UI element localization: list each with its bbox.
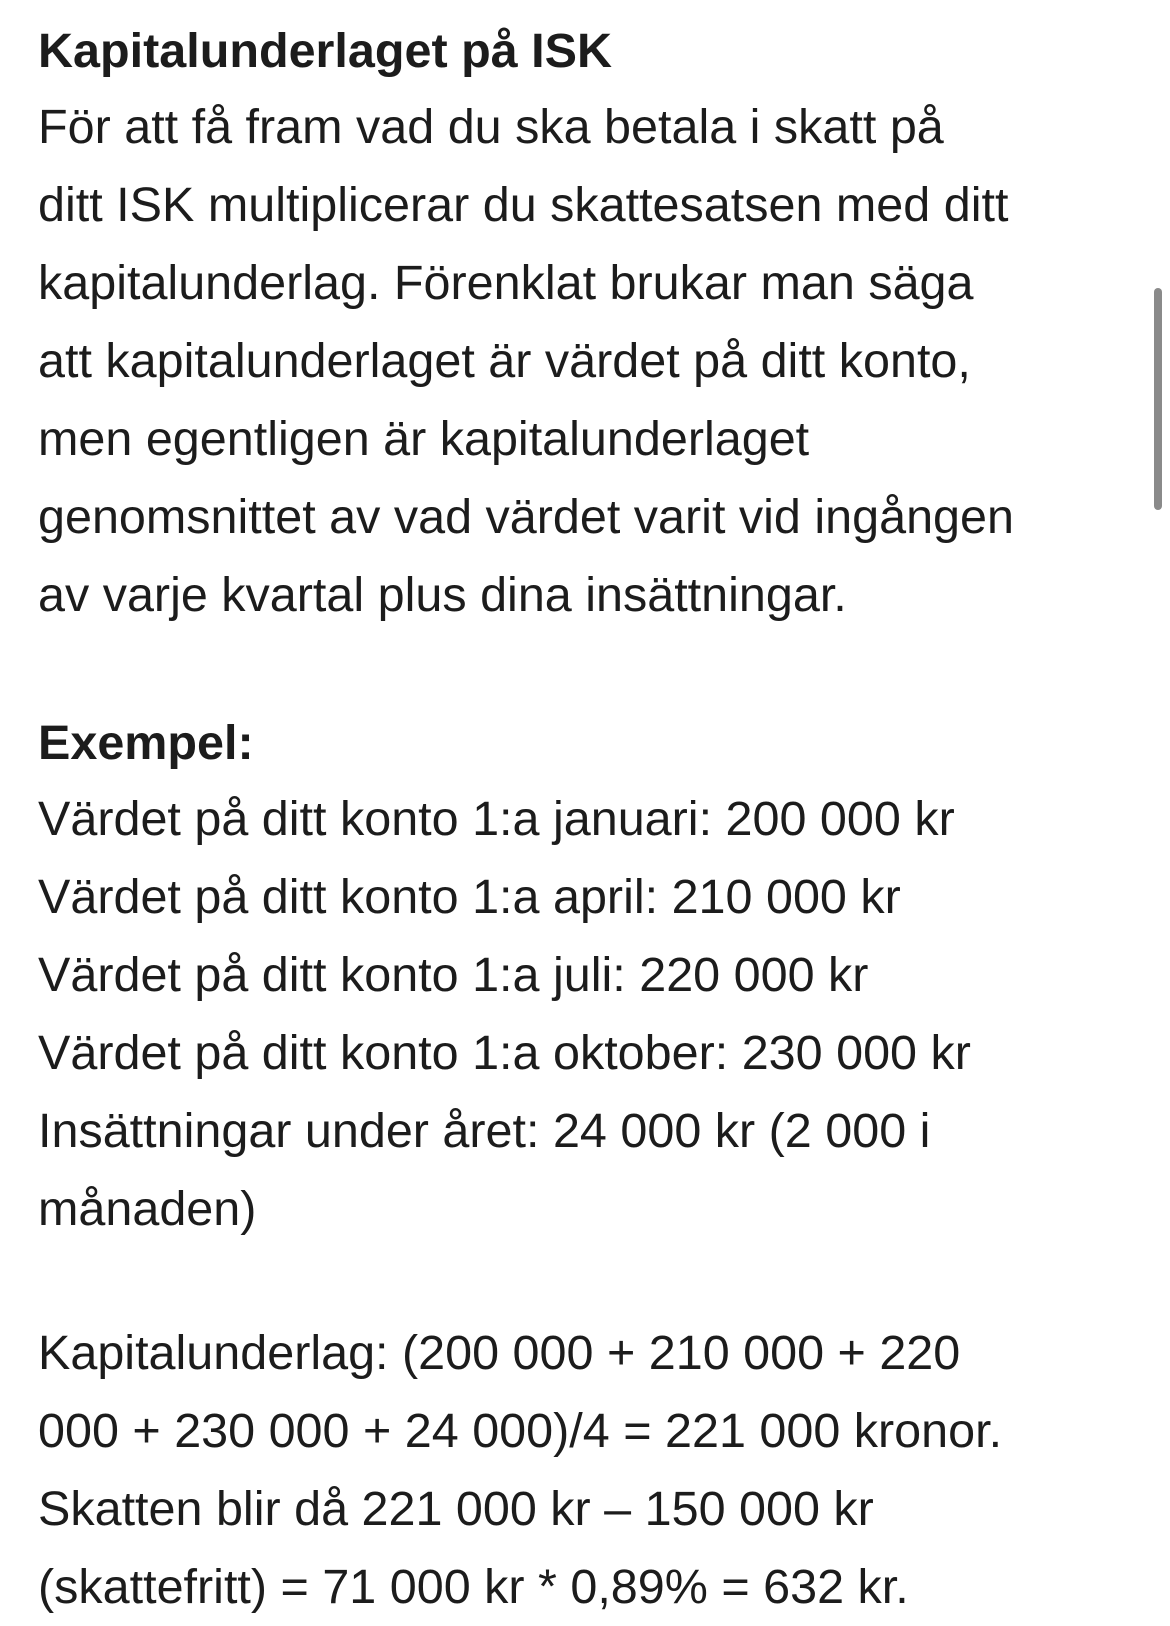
article-content xyxy=(38,14,1138,1626)
example-item: Insättningar under året: 24 000 kr (2 000 i xyxy=(38,1104,931,1158)
paragraph-line: För att få fram vad du ska betala i skatt på xyxy=(38,100,944,154)
paragraph-line: att kapitalunderlaget är värdet på ditt konto, xyxy=(38,334,971,388)
example-item: Värdet på ditt konto 1:a april: 210 000 kr xyxy=(38,870,901,924)
calculation-line: Skatten blir då 221 000 kr – 150 000 kr xyxy=(38,1482,874,1536)
example-item: Värdet på ditt konto 1:a januari: 200 000 kr xyxy=(38,792,955,846)
spacer xyxy=(38,634,1138,706)
paragraph-line: genomsnittet av vad värdet varit vid ingången xyxy=(38,490,1014,544)
paragraph-line: av varje kvartal plus dina insättningar. xyxy=(38,568,847,622)
paragraph-line: ditt ISK multiplicerar du skattesatsen med ditt xyxy=(38,178,1009,232)
calculation-line: 000 + 230 000 + 24 000)/4 = 221 000 kronor. xyxy=(38,1404,1003,1458)
example-item: Värdet på ditt konto 1:a juli: 220 000 kr xyxy=(38,948,869,1002)
example-item: månaden) xyxy=(38,1182,257,1236)
calculation-line: (skattefritt) = 71 000 kr * 0,89% = 632 kr. xyxy=(38,1560,909,1614)
paragraph-line: men egentligen är kapitalunderlaget xyxy=(38,412,810,466)
paragraph-line: kapitalunderlag. Förenklat brukar man säga xyxy=(38,256,974,310)
spacer xyxy=(38,1248,1138,1314)
example-list xyxy=(38,780,1138,1248)
example-heading: Exempel: xyxy=(38,716,254,770)
calculation-paragraph xyxy=(38,1314,1138,1626)
scrollbar-thumb[interactable] xyxy=(1154,288,1162,510)
example-item: Värdet på ditt konto 1:a oktober: 230 000 kr xyxy=(38,1026,971,1080)
section-heading: Kapitalunderlaget på ISK xyxy=(38,24,613,78)
intro-paragraph xyxy=(38,88,1138,634)
calculation-line: Kapitalunderlag: (200 000 + 210 000 + 220 xyxy=(38,1326,961,1380)
